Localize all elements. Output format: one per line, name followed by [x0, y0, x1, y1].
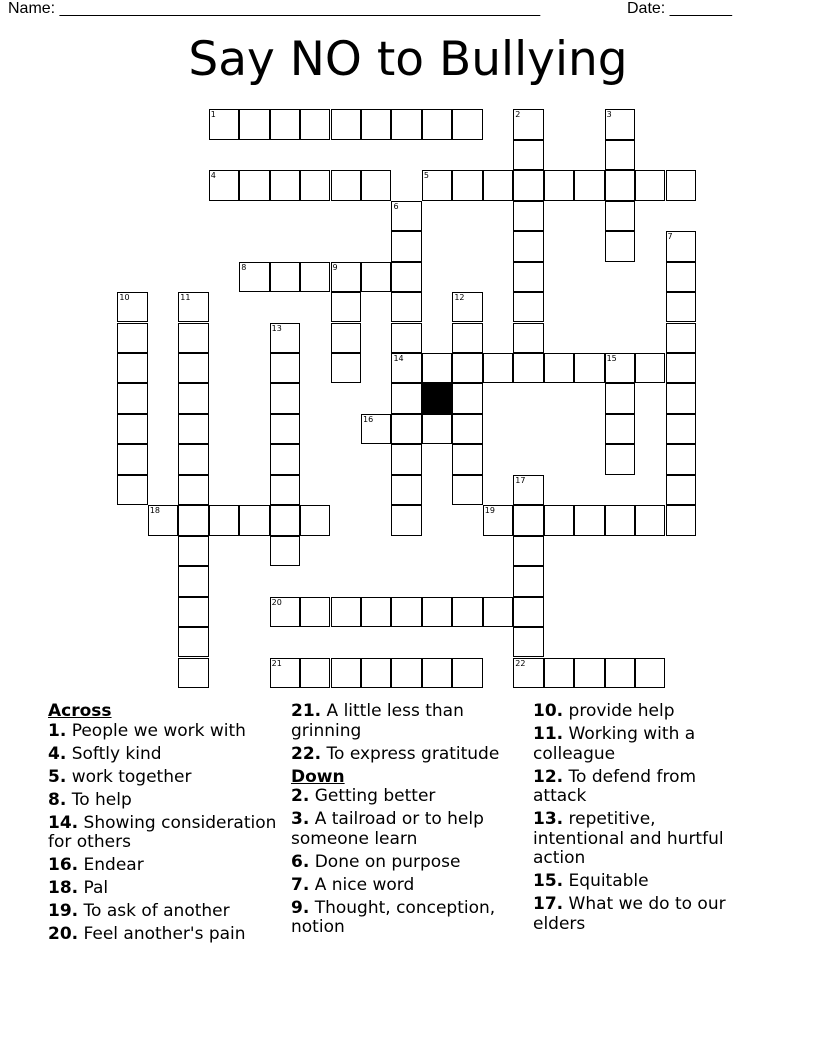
- clue-item: [291, 787, 521, 807]
- clue-number: 10.: [533, 701, 564, 721]
- grid-cell[interactable]: [331, 597, 361, 627]
- grid-cell[interactable]: [239, 170, 269, 200]
- clue-number: 11.: [533, 724, 564, 744]
- clue-text: A tailroad or to help someone learn: [291, 809, 484, 849]
- clue-number: 17.: [533, 894, 564, 914]
- grid-cell[interactable]: [605, 109, 635, 139]
- clue-item: [291, 899, 521, 938]
- grid-cell[interactable]: [605, 140, 635, 170]
- clue-number-label: 2: [515, 110, 521, 120]
- clue-text: What we do to our elders: [533, 894, 726, 934]
- grid-cell[interactable]: [513, 231, 543, 261]
- grid-cell[interactable]: [422, 353, 452, 383]
- grid-cell[interactable]: [178, 414, 208, 444]
- grid-cell[interactable]: [391, 505, 421, 535]
- page-title: Say NO to Bullying: [188, 32, 628, 87]
- grid-cell[interactable]: [178, 475, 208, 505]
- grid-cell[interactable]: [544, 658, 574, 688]
- grid-cell[interactable]: [666, 414, 696, 444]
- grid-cell[interactable]: [300, 262, 330, 292]
- grid-cell[interactable]: [209, 170, 239, 200]
- clue-number: 19.: [48, 901, 79, 921]
- clues-column-1: [48, 702, 283, 948]
- grid-cell[interactable]: [513, 323, 543, 353]
- grid-cell[interactable]: [544, 353, 574, 383]
- clues-column-2: [291, 702, 521, 941]
- grid-cell[interactable]: [513, 201, 543, 231]
- clue-number: 22.: [291, 743, 322, 764]
- name-field-label: Name: ______________________________________________________: [8, 0, 541, 17]
- clue-number-label: 11: [180, 293, 191, 303]
- grid-cell[interactable]: [331, 323, 361, 353]
- down-clue-list: [291, 787, 521, 938]
- grid-cell[interactable]: [361, 414, 391, 444]
- clue-text: Endear: [83, 855, 144, 875]
- grid-cell[interactable]: [117, 414, 147, 444]
- grid-cell[interactable]: [574, 170, 604, 200]
- clue-item: [48, 856, 283, 876]
- grid-cell[interactable]: [513, 658, 543, 688]
- clue-number: 20.: [48, 924, 79, 944]
- clue-item: [48, 791, 283, 811]
- clue-text: Done on purpose: [314, 851, 461, 872]
- clue-number-label: 17: [515, 475, 526, 485]
- grid-cell[interactable]: [391, 262, 421, 292]
- grid-cell[interactable]: [544, 505, 574, 535]
- grid-cell[interactable]: [331, 353, 361, 383]
- clue-item: [48, 879, 283, 899]
- clue-text: To express gratitude: [326, 743, 500, 764]
- grid-cell[interactable]: [331, 262, 361, 292]
- clue-number-label: 15: [606, 354, 617, 363]
- clue-item: [291, 853, 521, 873]
- across-clue-list: [48, 722, 283, 945]
- clue-number-label: 1: [210, 110, 216, 120]
- grid-cell[interactable]: [331, 109, 361, 139]
- grid-cell[interactable]: [270, 536, 300, 566]
- across-heading: Across: [48, 701, 112, 721]
- clue-item: [48, 814, 283, 853]
- grid-cell[interactable]: [178, 505, 208, 535]
- grid-cell[interactable]: [178, 536, 208, 566]
- grid-cell[interactable]: [391, 414, 421, 444]
- clue-text: Equitable: [568, 871, 649, 891]
- grid-cell[interactable]: [666, 231, 696, 261]
- grid-cell[interactable]: [513, 262, 543, 292]
- clue-number-label: 3: [606, 110, 612, 120]
- clue-number: 13.: [533, 809, 564, 829]
- grid-cell[interactable]: [239, 109, 269, 139]
- grid-cell[interactable]: [391, 475, 421, 505]
- grid-cell[interactable]: [513, 353, 543, 383]
- grid-cell[interactable]: [452, 475, 482, 505]
- clue-text: Feel another's pain: [83, 924, 246, 944]
- grid-cell[interactable]: [452, 323, 482, 353]
- grid-cell[interactable]: [513, 140, 543, 170]
- clue-text: Showing consideration for others: [48, 812, 277, 852]
- grid-cell[interactable]: [209, 109, 239, 139]
- clue-number-label: 5: [423, 171, 429, 181]
- grid-cell[interactable]: [635, 170, 665, 200]
- clue-item: [48, 925, 283, 945]
- clue-item: [48, 902, 283, 922]
- grid-cell[interactable]: [300, 170, 330, 200]
- clue-number: 8.: [48, 789, 67, 810]
- down-clue-list-continued: [533, 702, 748, 934]
- clue-text: Pal: [83, 878, 109, 898]
- grid-cell[interactable]: [605, 444, 635, 474]
- grid-cell[interactable]: [391, 231, 421, 261]
- grid-cell[interactable]: [391, 444, 421, 474]
- grid-cell[interactable]: [391, 109, 421, 139]
- grid-cell[interactable]: [270, 505, 300, 535]
- grid-cell[interactable]: [605, 170, 635, 200]
- clue-item: [291, 702, 521, 741]
- grid-cell[interactable]: [483, 170, 513, 200]
- clue-number-label: 14: [393, 354, 404, 363]
- grid-cell[interactable]: [117, 323, 147, 353]
- clue-item: [48, 722, 283, 742]
- grid-cell[interactable]: [239, 262, 269, 292]
- clue-number: 15.: [533, 871, 564, 891]
- clue-text: A nice word: [314, 874, 415, 895]
- clue-number-label: 6: [393, 201, 399, 211]
- grid-cell[interactable]: [117, 383, 147, 413]
- grid-cell[interactable]: [422, 109, 452, 139]
- clue-number-label: 4: [210, 171, 216, 181]
- grid-cell[interactable]: [452, 414, 482, 444]
- grid-cell[interactable]: [270, 353, 300, 383]
- grid-cell[interactable]: [361, 597, 391, 627]
- clue-number: 14.: [48, 812, 79, 833]
- grid-cell[interactable]: [452, 292, 482, 322]
- grid-cell[interactable]: [270, 383, 300, 413]
- clue-item: [533, 702, 748, 722]
- grid-cell[interactable]: [270, 444, 300, 474]
- down-heading: Down: [291, 766, 345, 787]
- clue-item: [533, 810, 748, 869]
- clue-number: 12.: [533, 766, 564, 787]
- clue-number-label: 8: [241, 262, 247, 272]
- clue-text: To ask of another: [83, 901, 230, 921]
- grid-cell[interactable]: [513, 536, 543, 566]
- grid-cell[interactable]: [483, 353, 513, 383]
- grid-cell[interactable]: [391, 292, 421, 322]
- clue-number: 5.: [48, 766, 67, 787]
- clue-number-label: 19: [484, 506, 495, 516]
- clue-number-label: 20: [271, 597, 282, 607]
- grid-cell[interactable]: [513, 627, 543, 657]
- grid-cell[interactable]: [666, 505, 696, 535]
- grid-cell[interactable]: [178, 444, 208, 474]
- grid-cell[interactable]: [270, 323, 300, 353]
- grid-cell[interactable]: [544, 170, 574, 200]
- grid-cell[interactable]: [178, 566, 208, 596]
- grid-cell[interactable]: [605, 414, 635, 444]
- grid-cell[interactable]: [300, 505, 330, 535]
- clue-number: 1.: [48, 720, 67, 741]
- clue-number: 4.: [48, 743, 67, 764]
- clue-text: To defend from attack: [533, 766, 697, 806]
- grid-cell[interactable]: [574, 658, 604, 688]
- grid-cell[interactable]: [513, 292, 543, 322]
- grid-cell[interactable]: [605, 505, 635, 535]
- grid-cell[interactable]: [513, 475, 543, 505]
- grid-cell[interactable]: [239, 505, 269, 535]
- grid-cell[interactable]: [300, 658, 330, 688]
- grid-cell[interactable]: [331, 292, 361, 322]
- clue-number: 18.: [48, 878, 79, 898]
- grid-cell[interactable]: [178, 627, 208, 657]
- clue-number: 3.: [291, 809, 310, 829]
- clue-item: [533, 768, 748, 807]
- clue-item: [291, 810, 521, 849]
- grid-cell[interactable]: [605, 201, 635, 231]
- grid-cell[interactable]: [331, 170, 361, 200]
- grid-cell[interactable]: [574, 505, 604, 535]
- grid-cell[interactable]: [270, 658, 300, 688]
- grid-cell[interactable]: [513, 597, 543, 627]
- grid-cell[interactable]: [452, 353, 482, 383]
- grid-block: [422, 383, 452, 413]
- grid-cell[interactable]: [178, 597, 208, 627]
- grid-cell[interactable]: [391, 597, 421, 627]
- clue-text: People we work with: [71, 720, 246, 741]
- clue-text: Getting better: [314, 786, 436, 806]
- grid-cell[interactable]: [270, 170, 300, 200]
- clue-item: [291, 876, 521, 896]
- grid-cell[interactable]: [391, 383, 421, 413]
- grid-cell[interactable]: [178, 383, 208, 413]
- grid-cell[interactable]: [452, 383, 482, 413]
- grid-cell[interactable]: [605, 231, 635, 261]
- grid-cell[interactable]: [635, 505, 665, 535]
- grid-cell[interactable]: [117, 353, 147, 383]
- grid-cell[interactable]: [361, 109, 391, 139]
- grid-cell[interactable]: [117, 475, 147, 505]
- grid-cell[interactable]: [422, 658, 452, 688]
- grid-cell[interactable]: [178, 292, 208, 322]
- grid-cell[interactable]: [270, 475, 300, 505]
- clue-text: work together: [71, 766, 192, 787]
- grid-cell[interactable]: [605, 383, 635, 413]
- clue-number-label: 13: [271, 323, 282, 333]
- clue-number-label: 21: [271, 658, 282, 668]
- grid-cell[interactable]: [483, 597, 513, 627]
- clue-number: 16.: [48, 855, 79, 875]
- grid-cell[interactable]: [574, 353, 604, 383]
- clue-text: Thought, conception, notion: [291, 897, 496, 937]
- grid-cell[interactable]: [513, 170, 543, 200]
- across-clue-list-continued: [291, 702, 521, 764]
- clue-item: [533, 872, 748, 892]
- clue-number: 2.: [291, 786, 310, 806]
- grid-cell[interactable]: [452, 444, 482, 474]
- grid-cell[interactable]: [178, 323, 208, 353]
- grid-cell[interactable]: [422, 597, 452, 627]
- clue-text: Working with a colleague: [533, 724, 696, 764]
- grid-cell[interactable]: [605, 658, 635, 688]
- grid-cell[interactable]: [483, 505, 513, 535]
- grid-cell[interactable]: [117, 444, 147, 474]
- grid-cell[interactable]: [391, 323, 421, 353]
- clue-number: 21.: [291, 701, 322, 721]
- grid-cell[interactable]: [361, 262, 391, 292]
- grid-cell[interactable]: [452, 658, 482, 688]
- grid-cell[interactable]: [452, 597, 482, 627]
- clue-text: A little less than grinning: [291, 701, 464, 741]
- date-field-label: Date: _______: [627, 0, 732, 17]
- clue-number: 9.: [291, 897, 310, 918]
- clue-text: repetitive, intentional and hurtful action: [533, 809, 724, 868]
- grid-cell[interactable]: [513, 505, 543, 535]
- grid-cell[interactable]: [270, 262, 300, 292]
- clues-column-3: [533, 702, 748, 938]
- grid-cell[interactable]: [300, 109, 330, 139]
- clue-number: 7.: [291, 874, 310, 895]
- grid-cell[interactable]: [361, 170, 391, 200]
- grid-cell[interactable]: [513, 566, 543, 596]
- grid-cell[interactable]: [422, 414, 452, 444]
- grid-cell[interactable]: [361, 658, 391, 688]
- grid-cell[interactable]: [270, 109, 300, 139]
- grid-cell[interactable]: [666, 170, 696, 200]
- clue-item: [533, 725, 748, 764]
- grid-cell[interactable]: [422, 170, 452, 200]
- grid-cell[interactable]: [605, 353, 635, 383]
- grid-cell[interactable]: [270, 414, 300, 444]
- grid-cell[interactable]: [666, 353, 696, 383]
- grid-cell[interactable]: [331, 658, 361, 688]
- clue-item: [533, 895, 748, 934]
- clue-number: 6.: [291, 851, 310, 872]
- grid-cell[interactable]: [666, 262, 696, 292]
- grid-cell[interactable]: [391, 658, 421, 688]
- grid-cell[interactable]: [452, 170, 482, 200]
- grid-cell[interactable]: [666, 292, 696, 322]
- clue-number-label: 18: [149, 506, 161, 516]
- clue-text: Softly kind: [71, 743, 162, 764]
- grid-cell[interactable]: [635, 353, 665, 383]
- clue-number-label: 9: [332, 262, 338, 272]
- grid-cell[interactable]: [513, 109, 543, 139]
- grid-cell[interactable]: [391, 201, 421, 231]
- clue-item: [48, 745, 283, 765]
- grid-cell[interactable]: [209, 505, 239, 535]
- clue-number-label: 22: [515, 658, 526, 668]
- grid-cell[interactable]: [666, 323, 696, 353]
- grid-cell[interactable]: [178, 353, 208, 383]
- grid-cell[interactable]: [666, 444, 696, 474]
- grid-cell[interactable]: [300, 597, 330, 627]
- grid-cell[interactable]: [178, 658, 208, 688]
- clue-text: To help: [71, 789, 132, 810]
- clue-number-label: 16: [363, 414, 374, 424]
- grid-cell[interactable]: [452, 109, 482, 139]
- grid-cell[interactable]: [148, 505, 178, 535]
- grid-cell[interactable]: [635, 658, 665, 688]
- grid-cell[interactable]: [270, 597, 300, 627]
- clue-item: [291, 745, 521, 765]
- grid-cell[interactable]: [666, 475, 696, 505]
- clue-number-label: 12: [454, 293, 465, 303]
- clue-item: [48, 768, 283, 788]
- clue-number-label: 7: [667, 232, 673, 242]
- grid-cell[interactable]: [666, 383, 696, 413]
- grid-cell[interactable]: [117, 292, 147, 322]
- clue-text: provide help: [568, 701, 675, 721]
- grid-cell[interactable]: [391, 353, 421, 383]
- clue-number-label: 10: [119, 293, 130, 303]
